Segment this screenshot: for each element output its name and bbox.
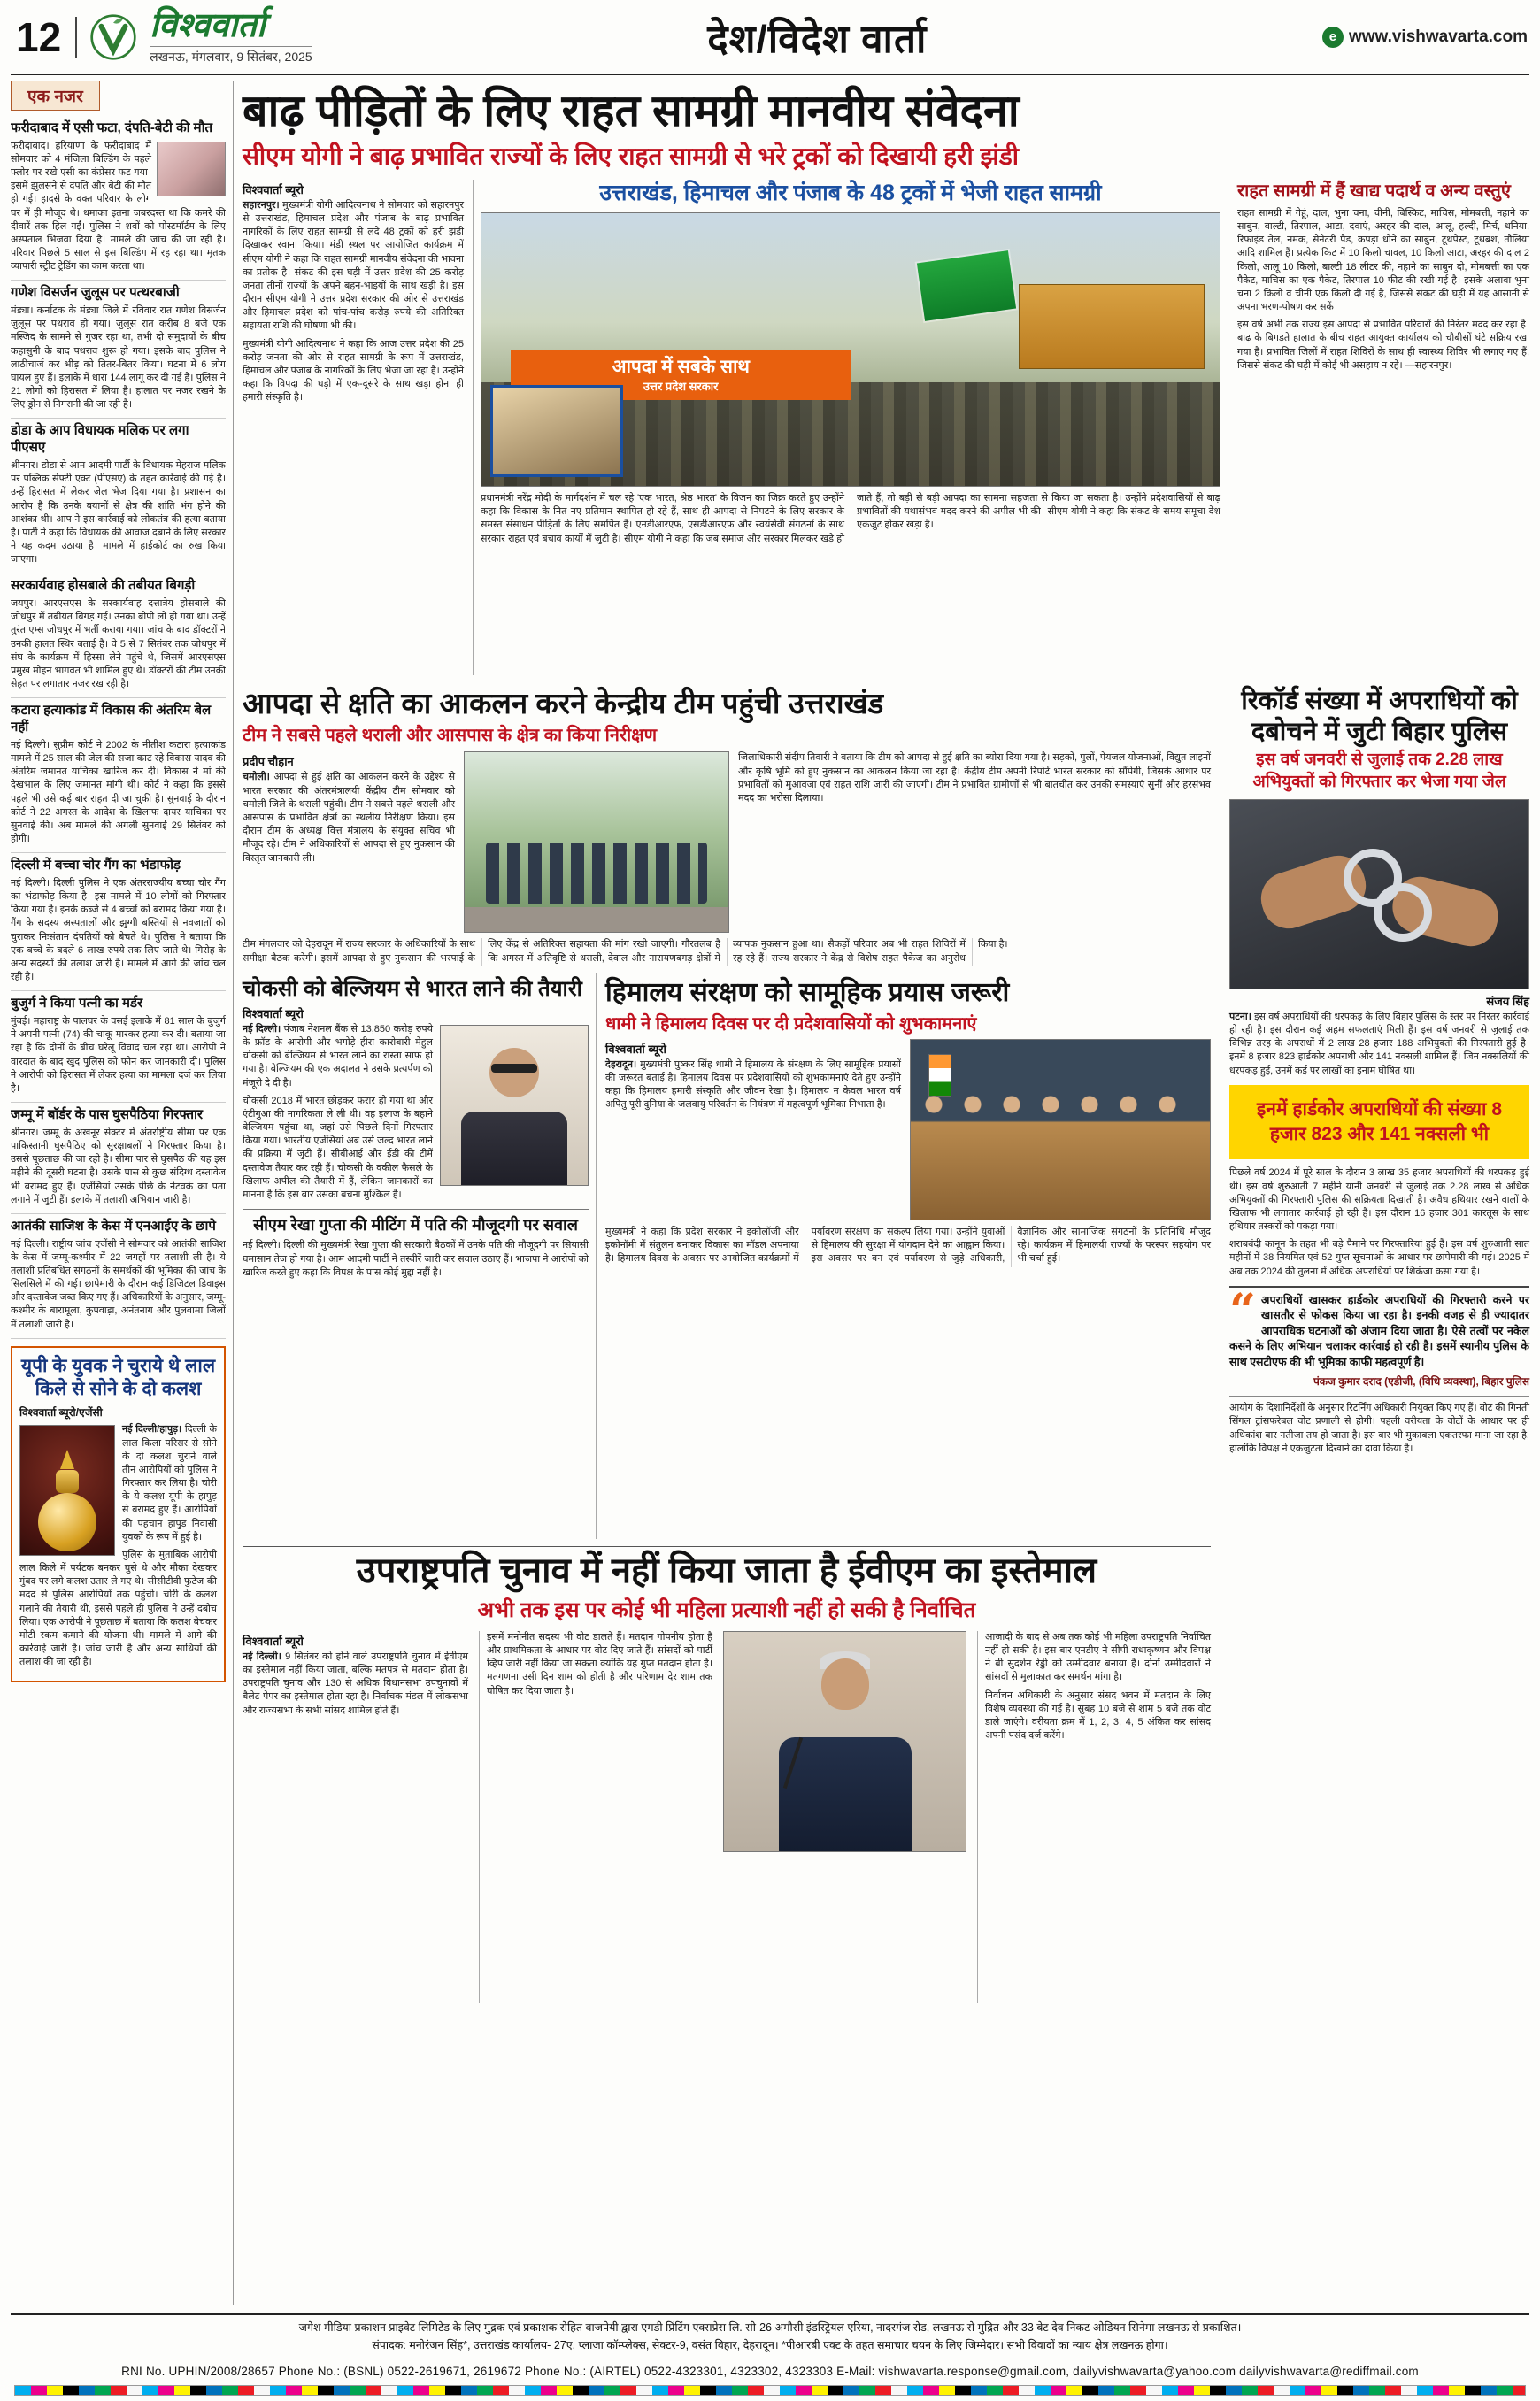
aapda-subheadline: टीम ने सबसे पहले थराली और आसपास के क्षेत्र का किया निरीक्षण <box>243 726 658 746</box>
lead-continuation: प्रधानमंत्री नरेंद्र मोदी के मार्गदर्शन में चल रहे 'एक भारत, श्रेष्ठ भारत' के विजन का जिक्र करते हुए उन्होंने कहा कि विकास के नित नए प्रतिमान स्थापित हो रहे हैं, साथ ही आपदा से निपटने के लिए सरकार के समस्त संसाधन पीड़ितों के लिए समर्पित हैं। एनडीआरएफ, एसडीआरएफ और स्वयंसेवी संगठनों के साथ सरकार राहत एवं बचाव कार्यों में जुटी है। सीएम योगी ने कहा कि जब समाज और सरकार मिलकर खड़े हो जाते हैं, तो बड़ी से बड़ी आपदा का सामना सहजता से किया जा सकता है। उन्होंने प्रदेशवासियों से बाढ़ प्रभावितों की यथासंभव मदद करने की अपील भी की। सीएम योगी ने कहा कि संकट के समय समूचा देश एकजुट होकर खड़ा है। <box>481 493 1220 544</box>
cm-inset-photo <box>490 385 623 477</box>
evm-story <box>243 1546 1211 2003</box>
edition-dateline: लखनऊ, मंगलवार, 9 सितंबर, 2025 <box>150 46 312 65</box>
brief-faridabad <box>11 116 226 281</box>
brief-body: श्रीनगर। डोडा से आम आदमी पार्टी के विधायक मेहराज मलिक पर पब्लिक सेफ्टी एक्ट (पीएसए) के तहत कार्रवाई की गई है। उन्हें हिरासत में लेकर जेल भेज दिया गया है। प्रशासन का आरोप है कि उनके बयानों से क्षेत्र की शांति भंग होने की आशंका थी। आप ने इस कार्रवाई को लोकतंत्र की हत्या बताया है। पार्टी ने कहा कि विधायक की आवाज दबाने के लिए सरकार ने यह कदम उठाया है। मामले में हाईकोर्ट का रुख किया जाएगा। <box>11 459 226 566</box>
kalash-story <box>11 1346 226 1683</box>
masthead <box>11 5 1529 75</box>
brief-nia-raids <box>11 1214 226 1339</box>
evm-text-column <box>479 1631 712 2003</box>
brief-headline: बुजुर्ग ने किया पत्नी का मर्डर <box>11 996 143 1012</box>
relief-items-body: राहत सामग्री में गेहूं, दाल, भुना चना, चीनी, बिस्किट, माचिस, मोमबत्ती, नहाने का साबुन, बाल्टी, तिरपाल, आटा, दवाएं, अरहर की दाल, आलू, हल्दी, मिर्च, धनिया, रिफाइंड तेल, नमक, सेनेटरी पैड, कपड़ा धोने का साबुन, टूथपेस्ट, टूथब्रश, तौलिया आदि शामिल हैं। प्रत्येक किट में 10 किलो चावल, 10 किलो आटा, अरहर की दाल 2 किलो, आलू 10 किलो, बाल्टी 18 लीटर की, नहाने का साबुन दो, मोमबत्ती का एक पैकेट, माचिस का एक पैकेट, तिरपाल 10 फीट की रखी गई है। इसके अलावा भुना चना 2 किलो व चीनी एक किलो दी गई है, जिससे संकट की घड़ी में यह आसानी से अपना भरण-पोषण कर सकें। <box>1237 207 1529 313</box>
couple-photo <box>157 142 226 196</box>
aapda-byline: प्रदीप चौहान <box>243 755 294 769</box>
evm-text-column <box>977 1631 1211 2003</box>
choksi-para: पंजाब नेशनल बैंक से 13,850 करोड़ रुपये के फ्रॉड के आरोपी और भगोड़े हीरा कारोबारी मेहुल चोकसी को बेल्जियम से भारत लाने का रास्ता साफ हो गया है। बेल्जियम की एक अदालत ने उसके प्रत्यर्पण को मंजूरी दे दी है। <box>243 1023 433 1089</box>
vishwavarta-logo-icon <box>89 13 137 61</box>
brief-body: नई दिल्ली। दिल्ली पुलिस ने एक अंतरराज्यीय बच्चा चोर गैंग का भंडाफोड़ किया है। इस मामले में 10 लोगों को गिरफ्तार किया गया है। इनके कब्जे से 4 बच्चों को बरामद किया गया है। गैंग के सदस्य अस्पतालों और झुग्गी बस्तियों से नवजातों को चुराकर निःसंतान दंपतियों को बेचते थे। पुलिस ने बताया कि एक बच्चे के बदले 6 लाख रुपये तक लिए जाते थे। गिरोह के अन्य सदस्यों की तलाश जारी है। मामले में आगे की जांच चल रही है। <box>11 877 226 983</box>
team-members-shape <box>486 843 707 904</box>
rni-contact-line: RNI No. UPHIN/2008/28657 Phone No.: (BSNL) 0522-2619671, 2619672 Phone No.: (AIRTEL) 0522-4323301, 4323302, 4323303 E-Mail: vishwavarta.response@gmail.com, dailyvishwavarta@yahoo.com dailyvishwavarta@rediffmail.com <box>14 2359 1526 2378</box>
handcuffs-photo <box>1229 799 1529 989</box>
lead-story <box>243 81 1529 675</box>
lead-photo-headline: उत्तराखंड, हिमाचल और पंजाब के 48 ट्रकों में भेजी राहत सामग्री <box>599 180 1102 205</box>
imprint-footer <box>11 2313 1529 2401</box>
evm-rail-continuation: आयोग के दिशानिर्देशों के अनुसार रिटर्निंग अधिकारी नियुक्त किए गए हैं। वोट की गिनती सिंगल ट्रांसफरेबल वोट प्रणाली से होगी। पहली वरीयता के वोटों के आधार पर ही अधिकांश बार नतीजा तय हो जाता है। इस बार भी मुकाबला एकतरफा माना जा रहा है, हालांकि विपक्ष ने एकजुटता दिखाने का दावा किया है। <box>1229 1396 1529 1456</box>
lead-subheadline: सीएम योगी ने बाढ़ प्रभावित राज्यों के लिए राहत सामग्री से भरे ट्रकों को दिखायी हरी झंडी <box>243 142 1019 170</box>
aapda-dateline: चमोली। <box>243 772 270 783</box>
kalash-headline: यूपी के युवक ने चुराये थे लाल किले से सोने के दो कलश <box>20 1355 216 1400</box>
photo-banner: आपदा में सबके साथ उत्तर प्रदेश सरकार <box>511 350 851 400</box>
brief-headline: फरीदाबाद में एसी फटा, दंपति-बेटी की मौत <box>11 119 213 135</box>
main-content <box>243 81 1529 2305</box>
evm-para: निर्वाचन अधिकारी के अनुसार संसद भवन में मतदान के लिए विशेष व्यवस्था की गई है। सुबह 10 बजे से शाम 5 बजे तक वोट डाले जाएंगे। वरीयता क्रम में 1, 2, 3, 4, 5 अंकित कर सांसद अपनी पसंद दर्ज करेंगे। <box>985 1689 1211 1742</box>
bihar-headline: रिकॉर्ड संख्या में अपराधियों को दबोचने में जुटी बिहार पुलिस <box>1241 686 1518 746</box>
brief-headline: डोडा के आप विधायक मलिक पर लगा पीएसए <box>11 423 189 456</box>
brief-ganesh <box>11 281 226 419</box>
aapda-para: आपदा से हुई क्षति का आकलन करने के उद्देश्य से भारत सरकार की अंतरमंत्रालयी केंद्रीय टीम सोमवार को चमोली जिले के थराली पहुंची। टीम ने सबसे पहले थराली और आसपास के प्रभावित क्षेत्रों का स्थलीय निरीक्षण किया। इस दौरान टीम के अध्यक्ष वित्त मंत्रालय के संयुक्त सचिव भी मौजूद रहे। टीम ने अधिकारियों से आपदा से हुए नुकसान की विस्तृत जानकारी ली। <box>243 772 456 864</box>
lead-photo-column <box>473 180 1228 675</box>
aapda-headline: आपदा से क्षति का आकलन करने केन्द्रीय टीम पहुंची उत्तराखंड <box>243 686 884 720</box>
aapda-text-column <box>738 751 1211 933</box>
lead-headline: बाढ़ पीड़ितों के लिए राहत सामग्री मानवीय संवेदना <box>243 85 1020 135</box>
section-title: देश/विदेश वार्ता <box>707 17 928 61</box>
relief-items-box <box>1237 180 1529 675</box>
website-link[interactable] <box>1322 27 1528 48</box>
choksi-portrait-photo <box>440 1025 589 1186</box>
website-url: www.vishwavarta.com <box>1348 27 1528 46</box>
e-globe-icon: e <box>1322 27 1344 48</box>
evm-headline: उपराष्ट्रपति चुनाव में नहीं किया जाता है ईवीएम का इस्तेमाल <box>356 1551 1097 1590</box>
quote-mark-icon: “ <box>1229 1283 1256 1338</box>
aapda-para: जिलाधिकारी संदीप तिवारी ने बताया कि टीम को आपदा से हुई क्षति का ब्योरा दिया गया है। सड़कों, पुलों, पेयजल योजनाओं, विद्युत लाइनों और कृषि भूमि को हुए नुकसान का आकलन किया जा रहा है। केंद्रीय टीम अपनी रिपोर्ट भारत सरकार को सौंपेगी, जिसके आधार पर प्रभावितों को मुआवजा एवं राहत राशि जारी की जाएगी। टीम ने प्रभावित ग्रामीणों से भी बातचीत कर उनकी समस्याएं सुनीं और हरसंभव मदद का भरोसा दिलाया। <box>738 752 1211 804</box>
relief-items-title: राहत सामग्री में हैं खाद्य पदार्थ व अन्य वस्तुएं <box>1237 181 1511 201</box>
brief-child-gang <box>11 853 226 991</box>
brand-block <box>150 9 312 65</box>
choksi-byline: विश्ववार्ता ब्यूरो <box>243 1006 304 1020</box>
brief-body: नई दिल्ली। सुप्रीम कोर्ट ने 2002 के नीतीश कटारा हत्याकांड मामले में 25 साल की जेल की सजा काट रहे विकास यादव की अंतरिम जमानत याचिका खारिज कर दी। विकास ने मां की देखभाल के लिए जमानत मांगी थी। कोर्ट ने कहा कि इससे पहले भी उसे कई बार राहत दी जा चुकी है। सुनवाई के दौरान कोर्ट ने 22 अगस्त के आदेश के खिलाफ दायर याचिका पर सुनवाई की। अब मामले की अगली सुनवाई 29 सितंबर को होगी। <box>11 739 226 845</box>
quote-attribution: पंकज कुमार दराद (एडीजी, (विधि व्यवस्था), बिहार पुलिस <box>1313 1375 1529 1389</box>
brief-headline: गणेश विसर्जन जुलूस पर पत्थरबाजी <box>11 285 180 301</box>
editor-line: संपादक: मनोरंजन सिंह*, उत्तराखंड कार्यालय- 27ए. प्लाजा कॉम्प्लेक्स, सेक्टर-9, वसंत विहार, देहरादून। *पीआरबी एक्ट के तहत समाचार चयन के लिए जिम्मेदार। सभी विवादों का न्याय क्षेत्र लखनऊ होगा। <box>372 2338 1168 2351</box>
candidate-speech-photo <box>723 1631 966 1852</box>
masthead-title: विश्ववार्ता <box>150 7 266 44</box>
brief-body: मुंबई। महाराष्ट्र के पालघर के वसई इलाके में 81 साल के बुजुर्ग ने अपनी पत्नी (74) की चाकू मारकर हत्या कर दी। बताया जा रहा है कि दोनों के बीच घरेलू विवाद चल रहा था। आरोपी ने वारदात के बाद खुद पुलिस को फोन कर जानकारी दी। पुलिस ने आरोपी को हिरासत में लेकर हत्या का मामला दर्ज कर लिया है। <box>11 1016 226 1094</box>
kalash-byline: विश्ववार्ता ब्यूरो/एजेंसी <box>19 1406 103 1420</box>
himalaya-dateline: देहरादून। <box>605 1058 637 1070</box>
brief-infiltrator <box>11 1103 226 1214</box>
bihar-subheadline: इस वर्ष जनवरी से जुलाई तक 2.28 लाख अभियुक्तों को गिरफ्तार कर भेजा गया जेल <box>1252 750 1506 792</box>
brief-body: जयपुर। आरएसएस के सरकार्यवाह दत्तात्रेय होसबाले की जोधपुर में तबीयत बिगड़ गई। उनका बीपी लो हो गया था। उन्हें तुरंत एम्स जोधपुर में भर्ती कराया गया। जांच के बाद डॉक्टरों ने उनकी हालत स्थिर बताई है। वे 5 से 7 सितंबर तक जोधपुर में संघ के कार्यक्रम में हिस्सा लेने पहुंचे थे, जिसमें आरएसएस प्रमुख मोहन भागवत भी शामिल हुए थे। डॉक्टरों की टीम उनकी सेहत पर लगातार नजर रख रही है। <box>11 598 226 690</box>
right-rail <box>1220 682 1529 2003</box>
print-color-strip <box>14 2385 1526 2396</box>
choksi-headline: चोकसी को बेल्जियम से भारत लाने की तैयारी <box>243 976 582 1001</box>
relief-truck-shape <box>1019 284 1205 369</box>
bihar-byline: संजय सिंह <box>1486 994 1529 1008</box>
himalaya-story <box>605 973 1211 1539</box>
relief-items-more: इस वर्ष अभी तक राज्य इस आपदा से प्रभावित परिवारों की निरंतर मदद कर रहा है। बाढ़ के बिगड़ते हालात के बीच राहत आयुक्त कार्यालय को चौबीसों घंटे सक्रिय रखा गया है। प्रभावित जिलों में राहत शिविरों के साथ ही स्वास्थ्य शिविर भी लगाए गए हैं, जिससे संकट की घड़ी में कोई भी असहाय न रहे। —सहारनपुर। <box>1237 319 1529 371</box>
kalash-para: दिल्ली के लाल किला परिसर से सोने के दो कलश चुराने वाले तीन आरोपियों को पुलिस ने गिरफ्तार कर लिया है। चोरी के ये कलश यूपी के हापुड़ से बरामद हुए हैं। आरोपियों की पहचान हापुड़ निवासी युवकों के रूप में हुई है। <box>122 1424 217 1543</box>
evm-text-column <box>243 1631 468 2003</box>
lead-para: मुख्यमंत्री योगी आदित्यनाथ ने कहा कि आज उत्तर प्रदेश की 25 करोड़ जनता की ओर से राहत सामग्री के रूप में उत्तराखंड, हिमाचल और पंजाब के नागरिकों के लिए भेजा जा रहा है। उन्होंने कहा कि विपदा की घड़ी में एक-दूसरे के साथ खड़ा होना ही हमारी संस्कृति है। <box>243 338 464 404</box>
himalaya-continuation: मुख्यमंत्री ने कहा कि प्रदेश सरकार ने इकोलॉजी और इकोनॉमी में संतुलन बनाकर विकास का मॉडल अपनाया है। हिमालय दिवस के अवसर पर आयोजित कार्यक्रमों में पर्यावरण संरक्षण का संकल्प लिया गया। उन्होंने युवाओं से हिमालय की सुरक्षा में योगदान देने का आह्वान किया। इस अवसर पर वन एवं पर्यावरण से जुड़े अधिकारी, वैज्ञानिक और सामाजिक संगठनों के प्रतिनिधि मौजूद रहे। कार्यक्रम में हिमालयी राज्यों के परस्पर सहयोग पर भी चर्चा हुई। <box>605 1226 1211 1265</box>
evm-para: आजादी के बाद से अब तक कोई भी महिला उपराष्ट्रपति निर्वाचित नहीं हो सकी है। इस बार एनडीए ने सीपी राधाकृष्णन और विपक्ष ने बी सुदर्शन रेड्डी को उम्मीदवार बनाया है। दोनों उम्मीदवारों ने सांसदों से मुलाकात कर समर्थन मांगा है। <box>985 1631 1211 1683</box>
cm-dhami-meeting-photo <box>910 1039 1211 1220</box>
aapda-continuation: टीम मंगलवार को देहरादून में राज्य सरकार के अधिकारियों के साथ समीक्षा बैठक करेगी। इसमें आपदा से हुए नुकसान की भरपाई के लिए केंद्र से अतिरिक्त सहायता की मांग रखी जाएगी। गौरतलब है कि अगस्त में अतिवृष्टि से थराली, देवाल और नारायणबगड़ क्षेत्रों में व्यापक नुकसान हुआ था। सैकड़ों परिवार अब भी राहत शिविरों में रह रहे हैं। राज्य सरकार ने केंद्र से विशेष राहत पैकेज का अनुरोध किया है। <box>243 939 1008 964</box>
brief-headline: कटारा हत्याकांड में विकास की अंतरिम बेल नहीं <box>11 703 212 735</box>
bihar-quote-block <box>1229 1283 1529 1389</box>
ek-najar-sidebar <box>11 81 234 2305</box>
choksi-story <box>243 973 597 1539</box>
evm-subheadline: अभी तक इस पर कोई भी महिला प्रत्याशी नहीं हो सकी है निर्वाचित <box>477 1597 976 1622</box>
lead-byline: विश्ववार्ता ब्यूरो <box>243 182 304 196</box>
himalaya-byline: विश्ववार्ता ब्यूरो <box>605 1042 666 1056</box>
brief-doda <box>11 419 226 573</box>
brief-body: मंड्या। कर्नाटक के मंड्या जिले में रविवार रात गणेश विसर्जन जुलूस पर पथराव हो गया। जुलूस रात करीब 8 बजे एक मस्जिद के सामने से गुजर रहा था, तभी दो समुदायों के बीच कहासुनी के बाद पथराव शुरू हो गया। इसके बाद पुलिस ने लाठीचार्ज कर भीड़ को तितर-बितर किया। घटना में 6 लोग घायल हुए हैं। इलाके में धारा 144 लागू कर दी गई है। पुलिस ने 21 लोगों को हिरासत में लिया है। हालात पर नजर रखने के लिए ड्रोन से निगरानी की जा रही है। <box>11 305 226 411</box>
brief-headline: जम्मू में बॉर्डर के पास घुसपैठिया गिरफ्तार <box>11 1107 204 1123</box>
evm-para: 9 सितंबर को होने वाले उपराष्ट्रपति चुनाव में ईवीएम का इस्तेमाल नहीं किया जाता, बल्कि मतपत्र से मतदान होता है। उपराष्ट्रपति चुनाव और 130 से अधिक विधानसभा उपचुनावों में बैलेट पेपर का इस्तेमाल होता रहा है। निर्वाचक मंडल में लोकसभा और राज्यसभा के सभी सांसद शामिल होते हैं। <box>243 1651 468 1716</box>
himalaya-headline: हिमालय संरक्षण को सामूहिक प्रयास जरूरी <box>605 977 1010 1007</box>
evm-byline: विश्ववार्ता ब्यूरो <box>243 1634 304 1648</box>
bihar-dateline: पटना। <box>1229 1011 1251 1022</box>
flag-off-ceremony-photo <box>481 212 1220 487</box>
evm-dateline: नई दिल्ली। <box>243 1651 281 1662</box>
himalaya-subheadline: धामी ने हिमालय दिवस पर दी प्रदेशवासियों को शुभकामनाएं <box>605 1013 977 1034</box>
bihar-para: पिछले वर्ष 2024 में पूरे साल के दौरान 3 लाख 35 हजार अपराधियों की धरपकड़ हुई थी। इस वर्ष शुरुआती 7 महीने यानी जनवरी से जुलाई तक 2.28 लाख से अधिक अभियुक्तों की गिरफ्तारी पुलिस की सक्रियता दिखाती है। अवैध हथियार रखने वालों के खिलाफ भी लगातार कार्रवाई हो रही है। इस दौरान 16 हजार 301 कारतूस के साथ हथियार तस्करों को पकड़ा गया। <box>1229 1167 1529 1233</box>
brief-headline: दिल्ली में बच्चा चोर गैंग का भंडाफोड़ <box>11 858 181 873</box>
aapda-text-column <box>243 751 455 933</box>
bihar-para: शराबबंदी कानून के तहत भी बड़े पैमाने पर गिरफ्तारियां हुई हैं। इस वर्ष शुरुआती सात महीनों में 38 नियमित एवं 52 गुप्त सूचनाओं के आधार पर छापेमारी की गई। 2025 में अब तक 2024 की तुलना में अधिक अपराधियों पर शिकंजा कसा गया है। <box>1229 1239 1529 1277</box>
sidebar-section-label: एक नजर <box>11 81 100 111</box>
kalash-dateline: नई दिल्ली/हापुड़। <box>122 1424 182 1435</box>
golden-kalash-photo <box>19 1425 115 1556</box>
india-flag-shape <box>928 1054 951 1097</box>
himalaya-text-column <box>605 1039 901 1220</box>
lead-para: मुख्यमंत्री योगी आदित्यनाथ ने सोमवार को सहारनपुर से उत्तराखंड, हिमाचल प्रदेश और पंजाब के बाढ़ प्रभावित नागरिकों के लिए राहत सामग्री से लदे 48 ट्रकों को हरी झंडी दिखाकर रवाना किया। मंडी स्थल पर आयोजित कार्यक्रम में सीएम योगी ने कहा कि राहत सामग्री मानवीय संवेदना की भावना का प्रतीक है। संकट की इस घड़ी में उत्तर प्रदेश की 25 करोड़ जनता तीनों राज्यों के अपने बहन-भाइयों के साथ खड़ी है। इस दौरान सीएम योगी ने उत्तर प्रदेश सरकार की ओर से उत्तराखंड और हिमाचल प्रदेश को पांच-पांच करोड़ रुपये की अतिरिक्त सहायता राशि की घोषणा भी की। <box>243 199 464 332</box>
bihar-highlight-box: इनमें हार्डकोर अपराधियों की संख्या 8 हजार 823 और 141 नक्सली भी <box>1229 1085 1529 1160</box>
lead-dateline: सहारनपुर। <box>243 199 280 211</box>
brief-hosabale <box>11 573 226 698</box>
brief-body: श्रीनगर। जम्मू के अखनूर सेक्टर में अंतर्राष्ट्रीय सीमा पर एक पाकिस्तानी घुसपैठिए को सुरक्षाबलों ने गिरफ्तार किया है। उससे पूछताछ की जा रही है। सीमा पार से घुसपैठ की यह इस महीने की दूसरी घटना है। उसके पास से कुछ संदिग्ध दस्तावेज भी बरामद हुए हैं। एजेंसियां उसके पीछे के नेटवर्क का पता लगाने में जुटी हैं। इलाके में तलाशी अभियान जारी है। <box>11 1127 226 1205</box>
publisher-line: जगेश मीडिया प्रकाशन प्राइवेट लिमिटेड के लिए मुद्रक एवं प्रकाशक रोहित वाजपेयी द्वारा एमडी प्रिंटिंग एक्सप्रेस लि. सी-26 अमौसी इंडस्ट्रियल एरिया, नादरगंज रोड, लखनऊ से मुद्रित और 33 बेट देव निकट ओडियन सिनेमा लखनऊ से प्रकाशित। <box>298 2321 1242 2334</box>
brief-headline: आतंकी साजिश के केस में एनआईए के छापे <box>11 1218 216 1234</box>
himalaya-para: मुख्यमंत्री पुष्कर सिंह धामी ने हिमालय के संरक्षण के लिए सामूहिक प्रयासों की जरूरत बताई है। हिमालय दिवस पर प्रदेशवासियों को शुभकामनाएं देते हुए उन्होंने कहा कि हिमालय हमारी संस्कृति और जीवन रेखा है। हिमालय न केवल भारत वर्ष अपितु पूरी दुनिया के जलवायु परिवर्तन के नियंत्रण में महत्वपूर्ण भूमिका निभाता है। <box>605 1058 901 1111</box>
central-team-story <box>243 682 1211 966</box>
choksi-dateline: नई दिल्ली। <box>243 1023 281 1035</box>
brief-body: फरीदाबाद। हरियाणा के फरीदाबाद में सोमवार को 4 मंजिला बिल्डिंग के पहले फ्लोर पर रखे एसी का कंप्रेसर फट गया। इसमें झुलसने से दंपति और बेटी की मौत हो गई। हादसे के वक्त परिवार के लोग घर में ही मौजूद थे। धमाका इतना जबरदस्त था कि कमरे की दीवारें तक हिल गईं। पुलिस ने शवों को पोस्टमॉर्टम के लिए अस्पताल भिजवा दिया है। मामले की जांच की जा रही है। परिवार पिछले 5 साल से इस बिल्डिंग में रह रहा था। मृतक व्यापारी स्ट्रीट ट्रेडिंग का काम करता था। <box>11 140 226 273</box>
page-number: 12 <box>12 17 77 58</box>
rekha-crosshead: सीएम रेखा गुप्ता की मीटिंग में पति की मौजूदगी पर सवाल <box>243 1209 589 1235</box>
brief-katara <box>11 698 226 853</box>
evm-para: इसमें मनोनीत सदस्य भी वोट डालते हैं। मतदान गोपनीय होता है और प्राथमिकता के आधार पर वोट दिए जाते हैं। सांसदों को पार्टी व्हिप जारी नहीं किया जा सकता क्योंकि यह गुप्त मतदान होता है। मतगणना उसी दिन शाम को होती है और परिणाम देर शाम तक घोषित कर दिया जाता है। <box>487 1631 712 1697</box>
bihar-police-story <box>1229 682 1529 1456</box>
brief-murder <box>11 991 226 1103</box>
inspection-team-photo <box>464 751 729 933</box>
meeting-attendees-shape <box>923 1094 1198 1134</box>
rekha-para: नई दिल्ली। दिल्ली की मुख्यमंत्री रेखा गुप्ता की सरकारी बैठकों में उनके पति की मौजूदगी पर सियासी घमासान तेज हो गया है। आम आदमी पार्टी ने तस्वीरें जारी कर सवाल उठाए हैं। भाजपा ने आरोपों को खारिज करते हुए कहा कि विपक्ष के पास कोई मुद्दा नहीं है। <box>243 1240 589 1278</box>
brief-body: नई दिल्ली। राष्ट्रीय जांच एजेंसी ने सोमवार को आतंकी साजिश के केस में जम्मू-कश्मीर में 22 जगहों पर तलाशी ली है। ये तलाशी प्रतिबंधित संगठनों के समर्थकों की भूमिका की जांच के सिलसिले में की गई। छापेमारी के दौरान कई डिजिटल डिवाइस और दस्तावेज जब्त किए गए हैं। अधिकारियों के अनुसार, जम्मू-कश्मीर के बारामूला, कुपवाड़ा, अनंतनाग और पुलवामा जिलों में तलाशी जारी है। <box>11 1238 226 1330</box>
lead-text-column <box>243 180 464 675</box>
brief-headline: सरकार्यवाह होसबाले की तबीयत बिगड़ी <box>11 578 196 594</box>
bihar-para: इस वर्ष अपराधियों की धरपकड़ के लिए बिहार पुलिस के स्तर पर निरंतर कार्रवाई हो रही है। इस दौरान कई अहम सफलताएं मिली हैं। इस वर्ष जनवरी से जुलाई तक विभिन्न तरह के अपराधों में 2 लाख 28 हजार 188 अभियुक्तों की गिरफ्तारी हुई है। इनमें 8 हजार 823 हार्डकोर अपराधी और 141 नक्सली शामिल हैं। जिन नक्सलियों की धरपकड़ हुई, उनमें कई पर लाखों का इनाम घोषित था। <box>1229 1011 1529 1076</box>
choksi-para: चोकसी 2018 में भारत छोड़कर फरार हो गया था और एंटीगुआ की नागरिकता ले ली थी। वह इलाज के बहाने बेल्जियम पहुंचा था, जहां उसे पिछले दिनों गिरफ्तार किया गया। भारतीय एजेंसियां अब उसे जल्द भारत लाने की प्रक्रिया में जुटी हैं। सीबीआई और ईडी की टीमें दस्तावेज तैयार कर रही हैं। चोकसी के वकील फैसले के खिलाफ अपील की तैयारी में हैं, लेकिन जानकारों का मानना है कि इस बार उसका बचना मुश्किल है। <box>243 1095 433 1200</box>
kalash-para: पुलिस के मुताबिक आरोपी लाल किले में पर्यटक बनकर घुसे थे और मौका देखकर गुंबद पर लगे कलश उतार ले गए थे। सीसीटीवी फुटेज की मदद से पुलिस आरोपियों तक पहुंची। चोरी के कलश गलाने की तैयारी थी, इससे पहले ही पुलिस ने उन्हें दबोच लिया। एक आरोपी ने पूछताछ में बताया कि कलश बेचकर मोटी रकम कमाने की योजना थी। मामले में आगे की कार्रवाई जारी है। जांच जारी है और अन्य साथियों की तलाश की जा रही है। <box>19 1549 217 1668</box>
quote-text: अपराधियों खासकर हार्डकोर अपराधियों की गिरफ्तारी करने पर खासतौर से फोकस किया जा रहा है। इनकी वजह से ही ज्यादातर आपराधिक घटनाओं को अंजाम दिया जाता है। ऐसे तत्वों पर नकेल कसने के लिए अभियान चलाकर कार्रवाई हो रही है। इसमें स्थानीय पुलिस के साथ एसटीएफ की भी भूमिका काफी महत्वपूर्ण है। <box>1229 1293 1529 1368</box>
